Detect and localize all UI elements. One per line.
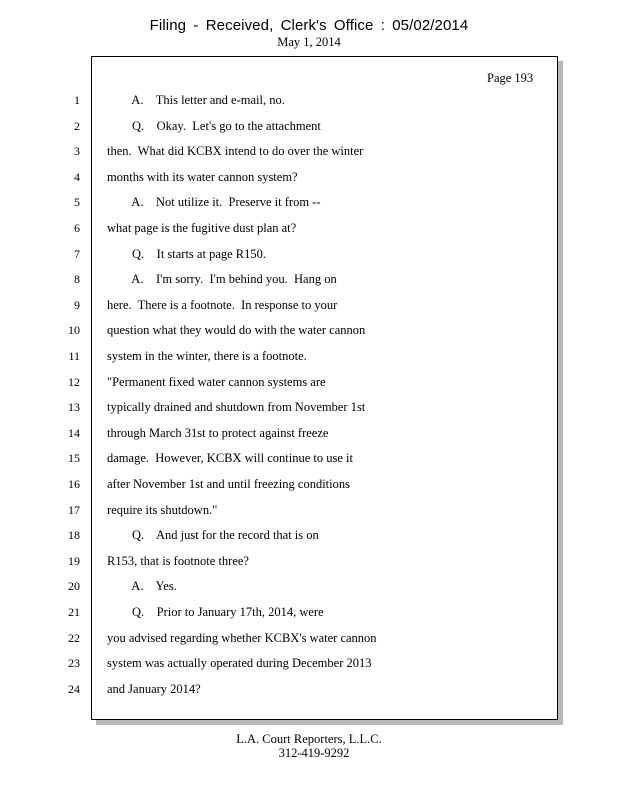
transcript-line: what page is the fugitive dust plan at? xyxy=(107,221,297,235)
page-number: Page 193 xyxy=(487,71,534,85)
transcript-line: through March 31st to protect against freeze xyxy=(107,426,329,440)
line-number: 2 xyxy=(74,119,80,133)
line-number: 16 xyxy=(68,477,80,491)
line-number: 10 xyxy=(68,323,80,337)
line-number: 11 xyxy=(68,349,80,363)
line-number: 23 xyxy=(68,656,80,670)
line-number: 18 xyxy=(68,528,80,542)
line-number: 8 xyxy=(74,272,80,286)
line-number: 15 xyxy=(68,451,80,465)
transcript-line: R153, that is footnote three? xyxy=(107,554,249,568)
transcript-line: require its shutdown." xyxy=(107,503,218,517)
transcript-line: Q. Prior to January 17th, 2014, were xyxy=(107,605,324,619)
transcript-date: May 1, 2014 xyxy=(277,35,341,49)
transcript-line: Q. And just for the record that is on xyxy=(107,528,319,542)
line-number: 5 xyxy=(74,195,80,209)
reporter-phone: 312-419-9292 xyxy=(278,746,350,760)
line-number: 7 xyxy=(74,247,80,261)
transcript-line: after November 1st and until freezing conditions xyxy=(107,477,350,491)
transcript-line: Q. Okay. Let's go to the attachment xyxy=(107,119,321,133)
transcript-line: A. This letter and e-mail, no. xyxy=(107,93,285,107)
transcript-line: Q. It starts at page R150. xyxy=(107,247,267,261)
transcript-line: here. There is a footnote. In response to your xyxy=(107,298,338,312)
reporter-company: L.A. Court Reporters, L.L.C. xyxy=(236,732,382,746)
line-number: 14 xyxy=(68,426,80,440)
transcript-line: typically drained and shutdown from November 1st xyxy=(107,400,366,414)
transcript-line: you advised regarding whether KCBX's water cannon xyxy=(107,631,377,645)
line-number: 1 xyxy=(74,93,80,107)
line-number: 20 xyxy=(68,579,80,593)
line-number: 22 xyxy=(68,631,80,645)
line-number: 4 xyxy=(74,170,80,184)
line-number: 24 xyxy=(68,682,80,696)
transcript-line: then. What did KCBX intend to do over the winter xyxy=(107,144,364,158)
transcript-line: question what they would do with the water cannon xyxy=(107,323,366,337)
line-number: 3 xyxy=(74,144,80,158)
line-number: 21 xyxy=(68,605,80,619)
transcript-line: A. I'm sorry. I'm behind you. Hang on xyxy=(107,272,337,286)
transcript-line: "Permanent fixed water cannon systems are xyxy=(107,375,326,389)
line-number: 19 xyxy=(68,554,80,568)
line-number: 6 xyxy=(74,221,80,235)
line-number: 17 xyxy=(68,503,80,517)
line-number: 9 xyxy=(74,298,80,312)
transcript-line: and January 2014? xyxy=(107,682,201,696)
transcript-line: damage. However, KCBX will continue to use it xyxy=(107,451,353,465)
transcript-line: months with its water cannon system? xyxy=(107,170,298,184)
transcript-line: A. Not utilize it. Preserve it from -- xyxy=(107,195,321,209)
transcript-line: A. Yes. xyxy=(107,579,177,593)
filing-stamp: Filing - Received, Clerk's Office : 05/02/2014 xyxy=(149,17,469,34)
line-number: 12 xyxy=(68,375,80,389)
transcript-line: system in the winter, there is a footnote. xyxy=(107,349,307,363)
transcript-line: system was actually operated during December 2013 xyxy=(107,656,372,670)
line-number: 13 xyxy=(68,400,80,414)
